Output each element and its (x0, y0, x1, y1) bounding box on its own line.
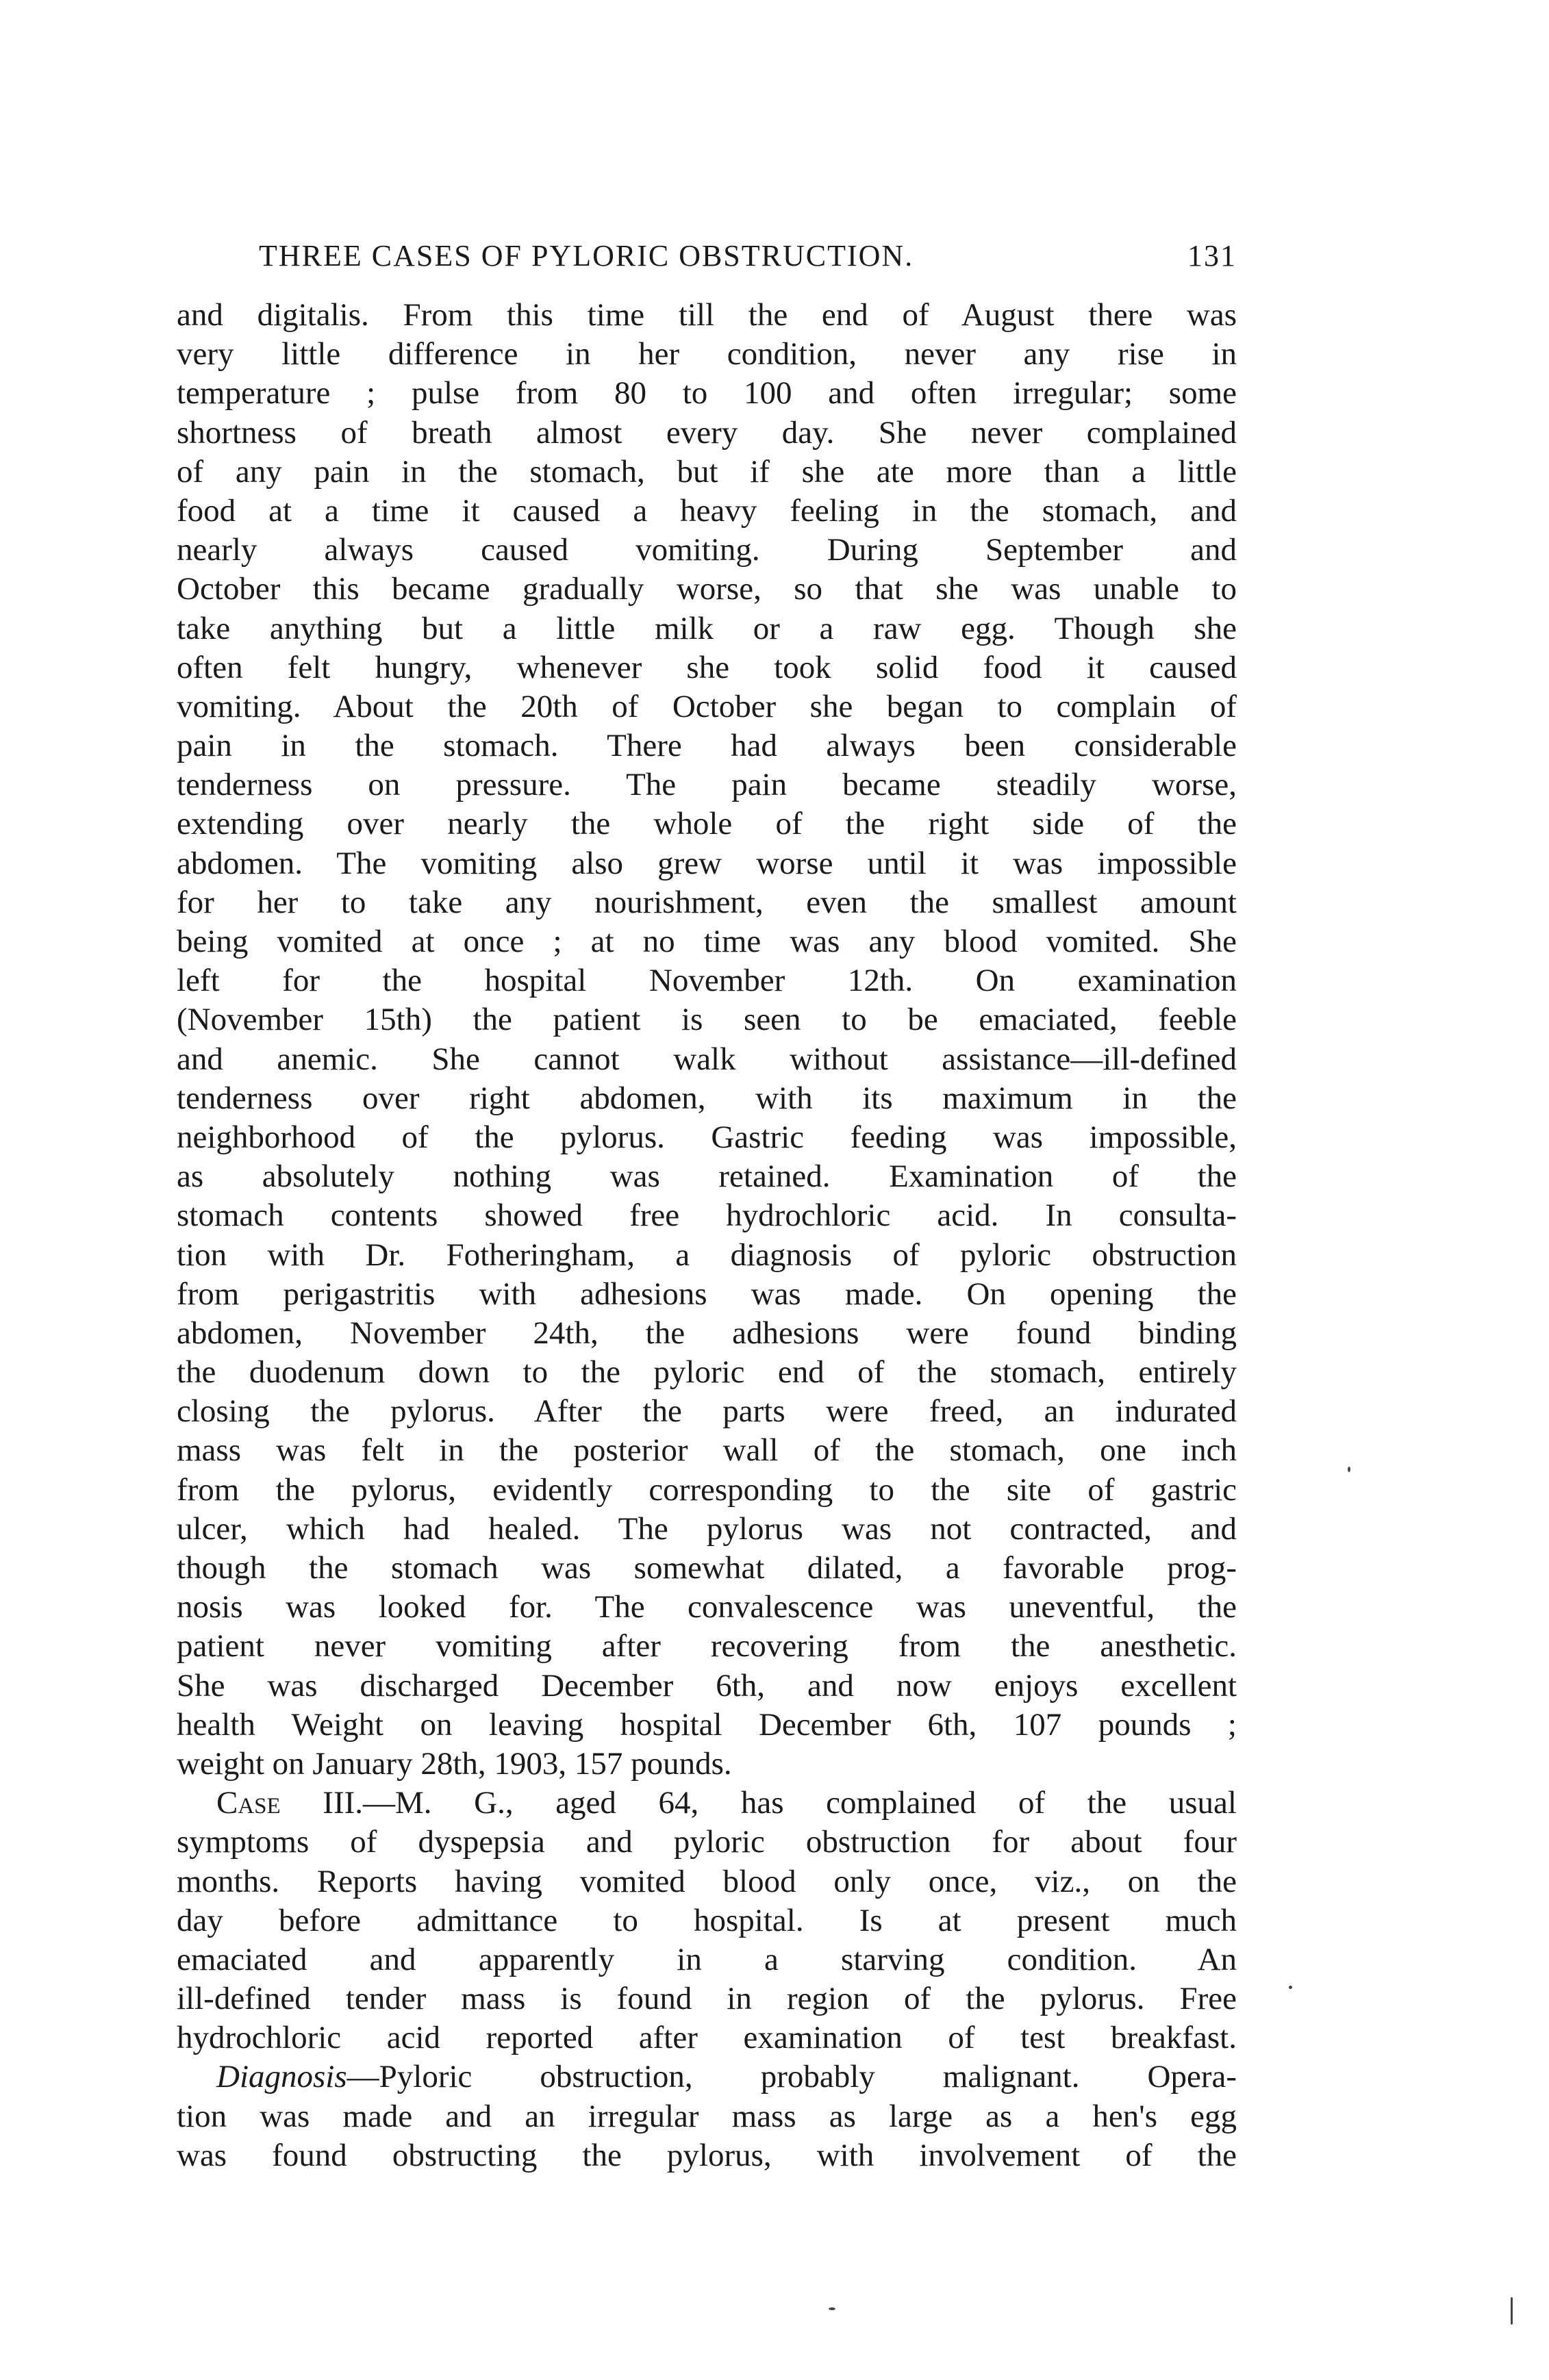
running-head (259, 238, 1237, 279)
text-line: the duodenum down to the pyloric end of the stomach, entirely (177, 1354, 1237, 1391)
text-line: tenderness over right abdomen, with its maximum in the (177, 1080, 1237, 1116)
text-line: vomiting. About the 20th of October she began to complain of (177, 688, 1237, 724)
case-heading-rest: —M. G., aged 64, has complained of the usual (363, 1785, 1237, 1821)
text-line: months. Reports having vomited blood only once, viz., on the (177, 1863, 1237, 1899)
text-line: hydrochloric acid reported after examination of test breakfast. (177, 2020, 1237, 2056)
text-line: temperature ; pulse from 80 to 100 and often irregular; some (177, 375, 1237, 412)
text-line: mass was felt in the posterior wall of the stomach, one inch (177, 1432, 1237, 1469)
paragraph-case-continuation (177, 296, 1237, 1784)
text-line: closing the pylorus. After the parts were freed, an indurated (177, 1393, 1237, 1430)
paragraph-case-3 (177, 1784, 1237, 2058)
text-line: tion was made and an irregular mass as large as a hen's egg (177, 2098, 1237, 2134)
text-line: stomach contents showed free hydrochloric acid. In consulta- (177, 1198, 1237, 1234)
text-line: emaciated and apparently in a starving condition. An (177, 1941, 1237, 1977)
paragraph-diagnosis (177, 2058, 1237, 2175)
text-line: very little difference in her condition, never any rise in (177, 336, 1237, 372)
text-line: (November 15th) the patient is seen to be emaciated, feeble (177, 1002, 1237, 1038)
text-line: left for the hospital November 12th. On examination (177, 963, 1237, 999)
text-line (177, 2058, 1237, 2097)
text-line: abdomen. The vomiting also grew worse until it was impossible (177, 845, 1237, 881)
text-line: day before admittance to hospital. Is at present much (177, 1902, 1237, 1938)
text-line (177, 1784, 1237, 1823)
text-line: shortness of breath almost every day. She never complained (177, 414, 1237, 451)
running-title: THREE CASES OF PYLORIC OBSTRUCTION. (259, 239, 914, 273)
text-line: of any pain in the stomach, but if she ate more than a little (177, 453, 1237, 490)
text-line: ill-defined tender mass is found in region of the pylorus. Free (177, 1981, 1237, 2017)
text-line: extending over nearly the whole of the right side of the (177, 806, 1237, 842)
text-line: patient never vomiting after recovering from the anesthetic. (177, 1628, 1237, 1664)
text-line: food at a time it caused a heavy feeling in the stomach, and (177, 492, 1237, 529)
text-line: abdomen, November 24th, the adhesions were found binding (177, 1315, 1237, 1351)
text-line: October this became gradually worse, so that she was unable to (177, 571, 1237, 607)
text-line: from perigastritis with adhesions was made. On opening the (177, 1276, 1237, 1312)
print-speck (1289, 1986, 1292, 1989)
text-line: She was discharged December 6th, and now enjoys excellent (177, 1667, 1237, 1704)
print-speck (1511, 2297, 1513, 2325)
text-line: symptoms of dyspepsia and pyloric obstruction for about four (177, 1824, 1237, 1860)
text-line: though the stomach was somewhat dilated, a favorable prog- (177, 1550, 1237, 1586)
text-line: nosis was looked for. The convalescence was uneventful, the (177, 1589, 1237, 1625)
diagnosis-rest: —Pyloric obstruction, probably malignant. Opera- (347, 2059, 1237, 2095)
text-line: and digitalis. From this time till the end of August there was (177, 297, 1237, 333)
text-line: tenderness on pressure. The pain became steadily worse, (177, 767, 1237, 803)
text-line: nearly always caused vomiting. During September and (177, 532, 1237, 568)
text-line: from the pylorus, evidently corresponding to the site of gastric (177, 1471, 1237, 1508)
text-line: and anemic. She cannot walk without assistance—ill-defined (177, 1041, 1237, 1077)
text-line: was found obstructing the pylorus, with involvement of the (177, 2137, 1237, 2173)
text-line: pain in the stomach. There had always been considerable (177, 728, 1237, 764)
text-line: tion with Dr. Fotheringham, a diagnosis of pyloric obstruction (177, 1237, 1237, 1273)
page-number: 131 (1187, 239, 1237, 273)
text-line: take anything but a little milk or a raw egg. Though she (177, 610, 1237, 646)
text-line: as absolutely nothing was retained. Examination of the (177, 1159, 1237, 1195)
text-line: neighborhood of the pylorus. Gastric feeding was impossible, (177, 1119, 1237, 1155)
text-line: health Weight on leaving hospital December 6th, 107 pounds ; (177, 1706, 1237, 1743)
case-heading: Case III. (216, 1785, 363, 1821)
text-line: ulcer, which had healed. The pylorus was not contracted, and (177, 1510, 1237, 1547)
diagnosis-label: Diagnosis (216, 2059, 347, 2095)
text-line: often felt hungry, whenever she took solid food it caused (177, 649, 1237, 685)
body-text (177, 296, 1237, 2175)
text-line: being vomited at once ; at no time was any blood vomited. She (177, 924, 1237, 959)
text-line: weight on January 28th, 1903, 157 pounds. (177, 1745, 732, 1782)
print-speck (829, 2307, 835, 2310)
text-line: for her to take any nourishment, even the smallest amount (177, 884, 1237, 920)
print-speck (1348, 1467, 1350, 1472)
